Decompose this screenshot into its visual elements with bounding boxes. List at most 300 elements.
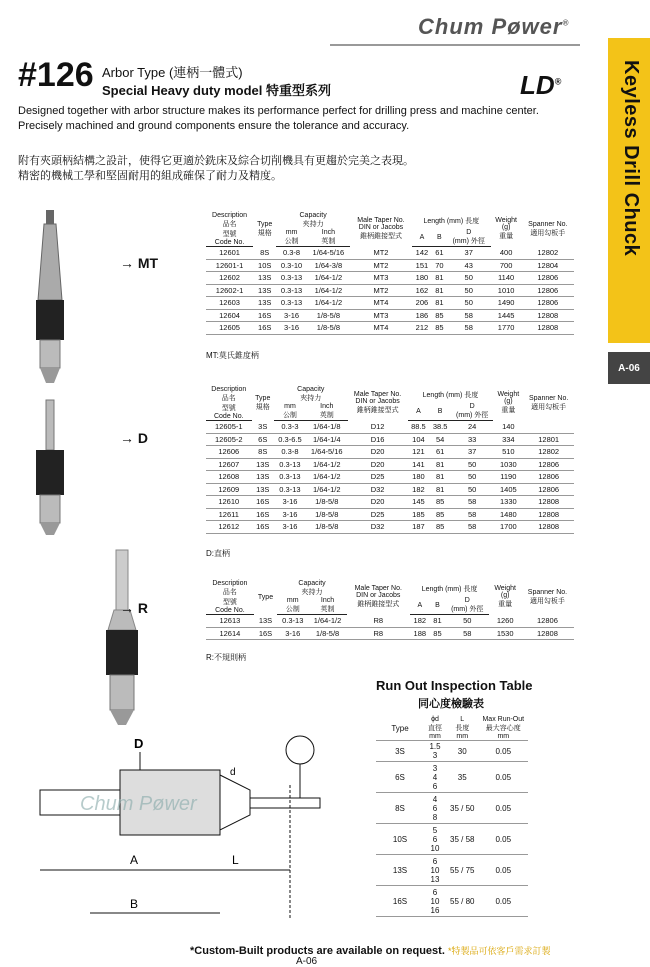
ro-diameters (424, 793, 446, 824)
table-cell: 180 (412, 272, 432, 285)
table-row (206, 433, 574, 446)
table-cell: 81 (429, 458, 451, 471)
table-cell: 8S (252, 446, 274, 459)
table-cell: 6S (252, 433, 274, 446)
table-cell: 12606 (206, 446, 252, 459)
model-series: Special Heavy duty model 特重型系列 (102, 83, 332, 98)
table-row (376, 793, 528, 824)
table-cell: 187 (408, 521, 430, 534)
table-cell: 81 (432, 284, 447, 297)
hdr-length: Length (mm) 長度 (422, 391, 479, 399)
table-r (206, 580, 574, 640)
table-cell: 12614 (206, 627, 254, 640)
table-cell: 1/8-5/8 (307, 309, 350, 322)
table-cell: 12808 (521, 627, 574, 640)
hdr-type: Type 規格 (257, 220, 273, 237)
table-cell: 1/64-1/2 (307, 297, 350, 310)
table-cell: 50 (447, 297, 491, 310)
table-cell: 81 (429, 471, 451, 484)
hdr-a: A (410, 597, 430, 615)
hdr-spanner: Spanner No. 適用勾板手 (527, 588, 568, 605)
table-cell: 81 (430, 615, 445, 628)
hdr-weight: Weight (g) 重量 (494, 585, 516, 609)
hdr-inch: Inch 英制 (308, 597, 347, 615)
table-cell: 180 (408, 471, 430, 484)
table-cell: 85 (432, 309, 447, 322)
table-cell: MT3 (350, 272, 412, 285)
table-cell: 3-16 (274, 496, 306, 509)
table-row (206, 284, 574, 297)
table-cell: 1405 (493, 483, 523, 496)
sidebar-title: Keyless Drill Chuck (620, 60, 642, 257)
table-cell: 50 (451, 458, 493, 471)
table-cell: 188 (410, 627, 430, 640)
table-cell: 1/64-5/16 (307, 247, 350, 260)
table-cell: 0.3-8 (276, 247, 307, 260)
table-cell: 54 (429, 433, 451, 446)
table-cell: 141 (408, 458, 430, 471)
table-cell: 12611 (206, 508, 252, 521)
table-cell: 43 (447, 259, 491, 272)
table-cell: 0.3-13 (274, 458, 306, 471)
ro-diameters (424, 886, 446, 917)
table-cell: 85 (429, 521, 451, 534)
ro-diameter: 5 (432, 825, 438, 835)
table-cell: 37 (451, 446, 493, 459)
hdr-desc: Description 品名 (212, 212, 248, 228)
page-number: A-06 (296, 956, 318, 967)
table-cell: 85 (430, 627, 445, 640)
hdr-taper: Male Taper No. DIN or Jacobs 錐柄錐接型式 (354, 585, 402, 609)
table-cell: 12806 (521, 615, 574, 628)
table-row (206, 496, 574, 509)
table-cell: 1/8-5/8 (307, 322, 350, 335)
table-cell: 0.3-13 (276, 297, 307, 310)
table-row (206, 322, 574, 335)
table-cell: MT2 (350, 259, 412, 272)
table-cell: 12808 (522, 309, 574, 322)
table-cell: 12808 (523, 496, 574, 509)
table-cell: MT3 (350, 309, 412, 322)
ro-max: 0.05 (478, 855, 528, 886)
label-d: → D (120, 430, 149, 446)
hdr-length: Length (mm) 長度 (423, 217, 480, 225)
table-cell: 1/64-5/16 (306, 446, 348, 459)
table-cell: 13S (253, 297, 276, 310)
model-number: #126 (18, 56, 94, 94)
table-cell: 142 (412, 247, 432, 260)
table-cell: D25 (348, 508, 408, 521)
table-cell: 12613 (206, 615, 254, 628)
ro-type: 6S (376, 762, 424, 793)
ro-diameters (424, 855, 446, 886)
hdr-mm: mm 公制 (274, 403, 306, 421)
ro-diameter: 16 (430, 905, 440, 915)
table-cell: 3-16 (274, 508, 306, 521)
table-cell: 1010 (491, 284, 522, 297)
ro-diameters (424, 762, 446, 793)
ro-hdr-max: Max Run-Out 最大容心度 mm (478, 716, 528, 741)
footer-note: *Custom-Built products are available on request. *特製品可依客戶需求訂製 (190, 945, 551, 957)
hdr-inch: Inch 英制 (307, 229, 350, 247)
hdr-taper: Male Taper No. DIN or Jacobs 錐柄錐接型式 (353, 391, 402, 415)
note-d: D:直柄 (206, 549, 230, 558)
ro-length: 35 / 58 (446, 824, 478, 855)
table-cell: 1190 (493, 471, 523, 484)
hdr-desc: Description 品名 (212, 580, 248, 596)
table-cell: 212 (412, 322, 432, 335)
diagram-label-A: A (130, 853, 139, 867)
hdr-d: D (mm) 外徑 (451, 403, 493, 421)
table-cell: D25 (348, 471, 408, 484)
ro-diameter: 3 (432, 763, 438, 773)
table-row (206, 615, 574, 628)
table-cell: 12602-1 (206, 284, 253, 297)
table-row (376, 824, 528, 855)
table-cell: 151 (412, 259, 432, 272)
table-cell: D20 (348, 458, 408, 471)
ro-diameter: 3 (432, 751, 438, 760)
table-cell: 12604 (206, 309, 253, 322)
table-row (206, 247, 574, 260)
table-cell: MT4 (350, 297, 412, 310)
table-cell: 81 (432, 272, 447, 285)
table-cell: MT2 (350, 284, 412, 297)
table-cell: 12603 (206, 297, 253, 310)
table-cell: 50 (451, 483, 493, 496)
description-en: Designed together with arbor structure makes its performance perfect for drilling press and machine center. Precisely machined and ground components ensure the tolerance and accuracy. (18, 105, 539, 132)
ro-diameter: 4 (432, 772, 438, 782)
table-cell: 37 (447, 247, 491, 260)
table-cell: 38.5 (429, 421, 451, 434)
table-cell: 1530 (489, 627, 520, 640)
table-cell: 12605 (206, 322, 253, 335)
table-cell: 58 (451, 496, 493, 509)
table-cell: MT4 (350, 322, 412, 335)
hdr-weight: Weight (g) 重量 (495, 217, 517, 241)
ro-type: 16S (376, 886, 424, 917)
hdr-inch: Inch 英制 (306, 403, 348, 421)
table-cell: 58 (451, 508, 493, 521)
table-cell: 12610 (206, 496, 252, 509)
table-cell: 1260 (489, 615, 520, 628)
hdr-length: Length (mm) 長度 (421, 585, 478, 593)
ro-hdr-l: L 長度 mm (446, 716, 478, 741)
table-cell: 0.3-3 (274, 421, 306, 434)
note-mt: MT:莫氏錐度柄 (206, 351, 259, 360)
table-cell: 182 (408, 483, 430, 496)
description-cn-2: 精密的機械工學和堅固耐用的組成確保了耐力及精度。 (18, 170, 282, 182)
ro-length: 55 / 75 (446, 855, 478, 886)
table-row (206, 272, 574, 285)
table-cell: 185 (408, 508, 430, 521)
hdr-spanner: Spanner No. 適用勾板手 (528, 220, 568, 237)
ro-diameter: 4 (432, 794, 438, 804)
table-cell: 1/8-5/8 (306, 496, 348, 509)
hdr-code: 型號 Code No. (206, 597, 254, 615)
runout-subtitle: 同心度檢驗表 (418, 698, 484, 710)
hdr-b: B (430, 597, 445, 615)
table-cell: 24 (451, 421, 493, 434)
table-cell: 85 (432, 322, 447, 335)
hdr-capacity: Capacity 夾持力 (298, 580, 326, 596)
table-cell: 3-16 (276, 322, 307, 335)
table-cell: 0.3-8 (274, 446, 306, 459)
table-cell: 16S (253, 322, 276, 335)
table-cell: 1/64-1/2 (306, 458, 348, 471)
ro-type: 8S (376, 793, 424, 824)
table-row (206, 521, 574, 534)
table-cell: 8S (253, 247, 276, 260)
table-cell: D32 (348, 483, 408, 496)
ro-max: 0.05 (478, 793, 528, 824)
table-cell: R8 (347, 627, 410, 640)
table-row (376, 855, 528, 886)
table-cell: 1/64-1/2 (308, 615, 347, 628)
table-cell: MT2 (350, 247, 412, 260)
table-cell: 85 (429, 508, 451, 521)
table-cell: 12602 (206, 272, 253, 285)
table-cell: 58 (447, 322, 491, 335)
ro-length: 35 (446, 762, 478, 793)
ro-length: 55 / 80 (446, 886, 478, 917)
brand-logo: Chum Pøwer® (418, 14, 570, 39)
table-cell: 1/64-1/2 (306, 483, 348, 496)
table-cell: 0.3-13 (277, 615, 308, 628)
table-cell: 13S (252, 458, 274, 471)
table-cell: 0.3-13 (274, 483, 306, 496)
ro-diameters (424, 824, 446, 855)
ro-type: 13S (376, 855, 424, 886)
ro-diameter: 10 (430, 843, 440, 853)
note-r: R:不規則柄 (206, 653, 246, 662)
table-cell: 162 (412, 284, 432, 297)
table-cell: 58 (445, 627, 489, 640)
hdr-capacity: Capacity 夾持力 (297, 386, 325, 402)
table-cell: 1/8-5/8 (308, 627, 347, 640)
table-cell: 1/8-5/8 (306, 508, 348, 521)
chuck-r-image (90, 545, 170, 735)
table-row (206, 508, 574, 521)
table-cell: 12802 (522, 247, 574, 260)
table-cell: 12806 (522, 272, 574, 285)
table-row (206, 483, 574, 496)
sidebar-page-tag: A-06 (608, 352, 650, 384)
ro-length: 35 / 50 (446, 793, 478, 824)
hdr-b: B (429, 403, 451, 421)
hdr-desc: Description 品名 (211, 386, 247, 402)
table-cell: 81 (429, 483, 451, 496)
table-cell: 12806 (522, 284, 574, 297)
hdr-taper: Male Taper No. DIN or Jacobs 錐柄錐接型式 (357, 217, 405, 241)
ro-type: 3S (376, 741, 424, 762)
table-cell: 16S (254, 627, 277, 640)
table-cell: 12609 (206, 483, 252, 496)
runout-table (376, 716, 528, 917)
ro-max: 0.05 (478, 762, 528, 793)
table-row (376, 762, 528, 793)
table-cell: 12605-2 (206, 433, 252, 446)
ro-diameter: 6 (432, 887, 438, 897)
ro-diameter: 6 (432, 803, 438, 813)
table-cell: 10S (253, 259, 276, 272)
ro-type: 10S (376, 824, 424, 855)
table-cell: 12808 (522, 322, 574, 335)
table-cell: 85 (429, 496, 451, 509)
table-cell: D32 (348, 521, 408, 534)
hdr-weight: Weight (g) 重量 (497, 391, 520, 415)
table-row (376, 741, 528, 762)
ro-hdr-type: Type (376, 716, 424, 741)
diagram-label-d: d (230, 767, 236, 778)
ro-diameter: 6 (432, 781, 438, 791)
chuck-d-image (36, 400, 64, 535)
table-cell: 140 (493, 421, 523, 434)
table-cell: 50 (447, 284, 491, 297)
table-cell: 700 (491, 259, 522, 272)
table-cell: 3-16 (277, 627, 308, 640)
hdr-a: A (408, 403, 430, 421)
ro-length: 30 (446, 741, 478, 762)
ro-hdr-d: ϕd 直徑 mm (424, 716, 446, 741)
table-row (206, 309, 574, 322)
hdr-type: Type (257, 593, 274, 601)
table-cell: 1/64-1/8 (306, 421, 348, 434)
table-cell (523, 421, 574, 434)
table-cell: 1/64-1/4 (306, 433, 348, 446)
table-cell: 0.3-10 (276, 259, 307, 272)
table-cell: 334 (493, 433, 523, 446)
table-row (206, 471, 574, 484)
table-cell: 81 (432, 297, 447, 310)
table-cell: 12806 (523, 471, 574, 484)
table-cell: 1700 (493, 521, 523, 534)
table-cell: 186 (412, 309, 432, 322)
table-cell: 12601 (206, 247, 253, 260)
table-cell: 1445 (491, 309, 522, 322)
table-cell: 16S (252, 496, 274, 509)
table-cell: 1140 (491, 272, 522, 285)
table-cell: 13S (254, 615, 277, 628)
ro-diameter: 10 (430, 896, 440, 906)
table-cell: 50 (447, 272, 491, 285)
table-cell: 0.3-6.5 (274, 433, 306, 446)
table-cell: 1330 (493, 496, 523, 509)
table-row (206, 421, 574, 434)
table-cell: 121 (408, 446, 430, 459)
hdr-capacity: Capacity 夾持力 (299, 212, 327, 228)
table-row (206, 458, 574, 471)
table-cell: 58 (447, 309, 491, 322)
diagram-label-L: L (232, 853, 239, 867)
table-cell: 0.3-13 (276, 284, 307, 297)
hdr-d: D (mm) 外徑 (447, 229, 491, 247)
ro-diameter: 13 (430, 874, 440, 884)
table-cell: 12804 (522, 259, 574, 272)
table-cell: 0.3-13 (276, 272, 307, 285)
label-r: → R (120, 600, 149, 616)
table-cell: 61 (429, 446, 451, 459)
table-cell: 1/64-1/2 (307, 284, 350, 297)
table-cell: 61 (432, 247, 447, 260)
hdr-type: Type 規格 (255, 394, 271, 411)
table-cell: 104 (408, 433, 430, 446)
hdr-a: A (412, 229, 432, 247)
table-cell: D20 (348, 446, 408, 459)
table-cell: R8 (347, 615, 410, 628)
table-cell: 88.5 (408, 421, 430, 434)
table-cell: 1770 (491, 322, 522, 335)
diagram-label-D: D (134, 736, 144, 751)
hdr-d: D (mm) 外徑 (445, 597, 489, 615)
table-row (206, 297, 574, 310)
ro-diameter: 10 (430, 865, 440, 875)
table-cell: 12806 (522, 297, 574, 310)
label-mt: → MT (120, 255, 159, 271)
table-cell: 12806 (523, 458, 574, 471)
hdr-spanner: Spanner No. 適用勾板手 (529, 394, 569, 411)
ro-diameter: 6 (432, 834, 438, 844)
table-cell: 12612 (206, 521, 252, 534)
table-row (206, 446, 574, 459)
table-d (206, 386, 574, 534)
table-row (206, 259, 574, 272)
table-cell: 13S (253, 272, 276, 285)
table-cell: 12607 (206, 458, 252, 471)
table-cell: 13S (253, 284, 276, 297)
table-cell: 1490 (491, 297, 522, 310)
table-cell: 16S (252, 508, 274, 521)
ro-diameter: 1.5 (429, 742, 441, 751)
table-cell: 3S (252, 421, 274, 434)
ro-diameter: 6 (432, 856, 438, 866)
ro-max: 0.05 (478, 886, 528, 917)
ro-diameters (424, 741, 446, 762)
table-cell: 50 (445, 615, 489, 628)
table-cell: 1480 (493, 508, 523, 521)
table-cell: 13S (252, 471, 274, 484)
table-cell: 1/64-1/2 (307, 272, 350, 285)
table-row (376, 886, 528, 917)
table-cell: 145 (408, 496, 430, 509)
hdr-code: 型號 Code No. (206, 403, 252, 421)
table-cell: 33 (451, 433, 493, 446)
chuck-mt-image (36, 210, 64, 383)
table-cell: 3-16 (276, 309, 307, 322)
ro-diameter: 8 (432, 812, 438, 822)
diagram-watermark: Chum Pøwer (80, 793, 197, 815)
table-cell: 400 (491, 247, 522, 260)
table-cell: 1/64-1/2 (306, 471, 348, 484)
table-cell: 3-16 (274, 521, 306, 534)
hdr-mm: mm 公制 (276, 229, 307, 247)
table-cell: 12605-1 (206, 421, 252, 434)
table-cell: 510 (493, 446, 523, 459)
ro-max: 0.05 (478, 741, 528, 762)
table-cell: 12601-1 (206, 259, 253, 272)
table-cell: 16S (252, 521, 274, 534)
table-cell: 1030 (493, 458, 523, 471)
table-cell: 182 (410, 615, 430, 628)
hdr-b: B (432, 229, 447, 247)
ld-logo: LD® (520, 70, 562, 100)
table-cell: 206 (412, 297, 432, 310)
runout-title: Run Out Inspection Table (376, 678, 533, 693)
model-type: Arbor Type (連柄一體式) (102, 65, 243, 80)
table-cell: 12806 (523, 483, 574, 496)
table-cell: D12 (348, 421, 408, 434)
table-cell: D20 (348, 496, 408, 509)
